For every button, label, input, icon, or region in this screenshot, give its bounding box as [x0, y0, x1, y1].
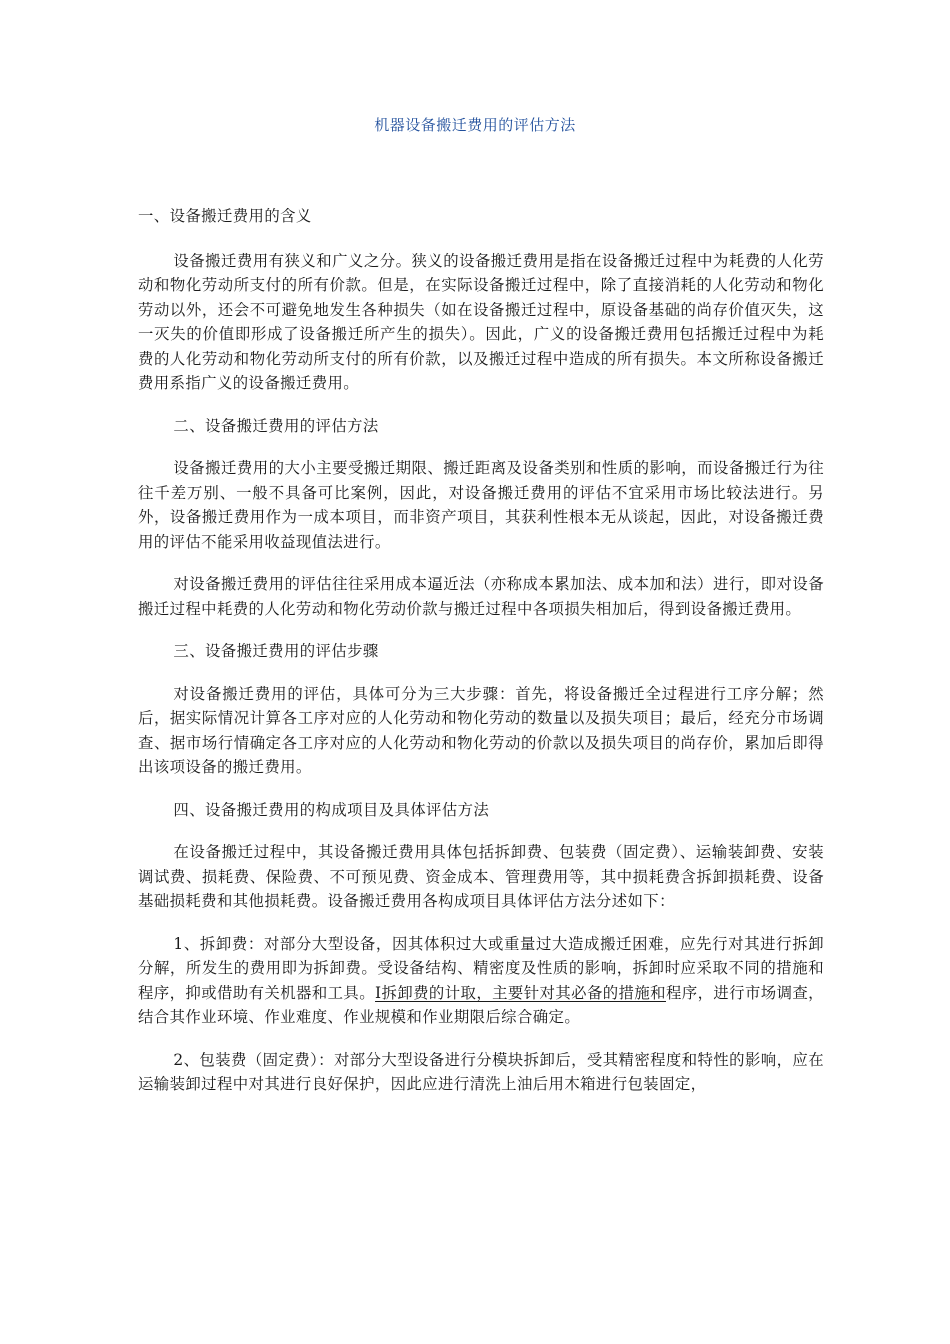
- section-heading-2: 二、设备搬迁费用的评估方法: [173, 416, 379, 435]
- paragraph-7: 2、包装费（固定费）：对部分大型设备进行分模块拆卸后，受其精密程度和特性的影响，应在运输装卸过程中对其进行良好保护，因此应进行清洗上油后用木箱进行包装固定，: [138, 1050, 824, 1093]
- document-body: [138, 204, 824, 1115]
- paragraph-3: 对设备搬迁费用的评估往往采用成本逼近法（亦称成本累加法、成本加和法）进行，即对设备搬迁过程中耗费的人化劳动和物化劳动价款与搬迁过程中各项损失相加后，得到设备搬迁费用。: [138, 575, 824, 618]
- document-title: 机器设备搬迁费用的评估方法: [374, 116, 576, 134]
- section-heading-3: 三、设备搬迁费用的评估步骤: [173, 642, 379, 660]
- underlined-text: I拆卸费的计取，主要针对其必备的措施和: [375, 983, 666, 1002]
- section-heading-1: 一、设备搬迁费用的含义: [138, 207, 312, 225]
- paragraph-2: 设备搬迁费用的大小主要受搬迁期限、搬迁距离及设备类别和性质的影响，而设备搬迁行为往往千差万别、一般不具备可比案例，因此，对设备搬迁费用的评估不宜采用市场比较法进行。另外，设备搬迁费用作为一成本项目，而非资产项目，其获利性根本无从谈起，因此，对设备搬迁费用的评估不能采用收益现值法进行。: [138, 459, 824, 551]
- section-heading-4: 四、设备搬迁费用的构成项目及具体评估方法: [173, 800, 490, 819]
- paragraph-1: 设备搬迁费用有狭义和广义之分。狭义的设备搬迁费用是指在设备搬迁过程中为耗费的人化劳动和物化劳动所支付的所有价款。但是，在实际设备搬迁过程中，除了直接消耗的人化劳动和物化劳动以外，还会不可避免地发生各种损失（如在设备搬迁过程中，原设备基础的尚存价值灭失，这一灭失的价值即形成了设备搬迁所产生的损失）。因此，广义的设备搬迁费用包括搬迁过程中为耗费的人化劳动和物化劳动所支付的所有价款，以及搬迁过程中造成的所有损失。本文所称设备搬迁费用系指广义的设备搬迁费用。: [138, 251, 824, 392]
- paragraph-6-text: 1、拆卸费：对部分大型设备，因其体积过大或重量过大造成搬迁困难，应先行对其进行拆卸分解，所发生的费用即为拆卸费。受设备结构、精密度及性质的影响，拆卸时应采取不同的措施和程序，抑或借助有关机器和工具。: [138, 934, 824, 1002]
- paragraph-6-tail: 程序，进行市场调查，结合其作业环境、作业难度、作业规模和作业期限后综合确定。: [138, 983, 824, 1026]
- paragraph-5: 在设备搬迁过程中，其设备搬迁费用具体包括拆卸费、包装费（固定费）、运输装卸费、安装调试费、损耗费、保险费、不可预见费、资金成本、管理费用等，其中损耗费含拆卸损耗费、设备基础损耗费和其他损耗费。设备搬迁费用各构成项目具体评估方法分述如下：: [138, 843, 824, 910]
- paragraph-6: [138, 932, 824, 1030]
- paragraph-4: 对设备搬迁费用的评估，具体可分为三大步骤：首先，将设备搬迁全过程进行工序分解；然后，据实际情况计算各工序对应的人化劳动和物化劳动的数量以及损失项目；最后，经充分市场调查、据市场行情确定各工序对应的人化劳动和物化劳动的价款以及损失项目的尚存价，累加后即得出该项设备的搬迁费用。: [138, 684, 824, 776]
